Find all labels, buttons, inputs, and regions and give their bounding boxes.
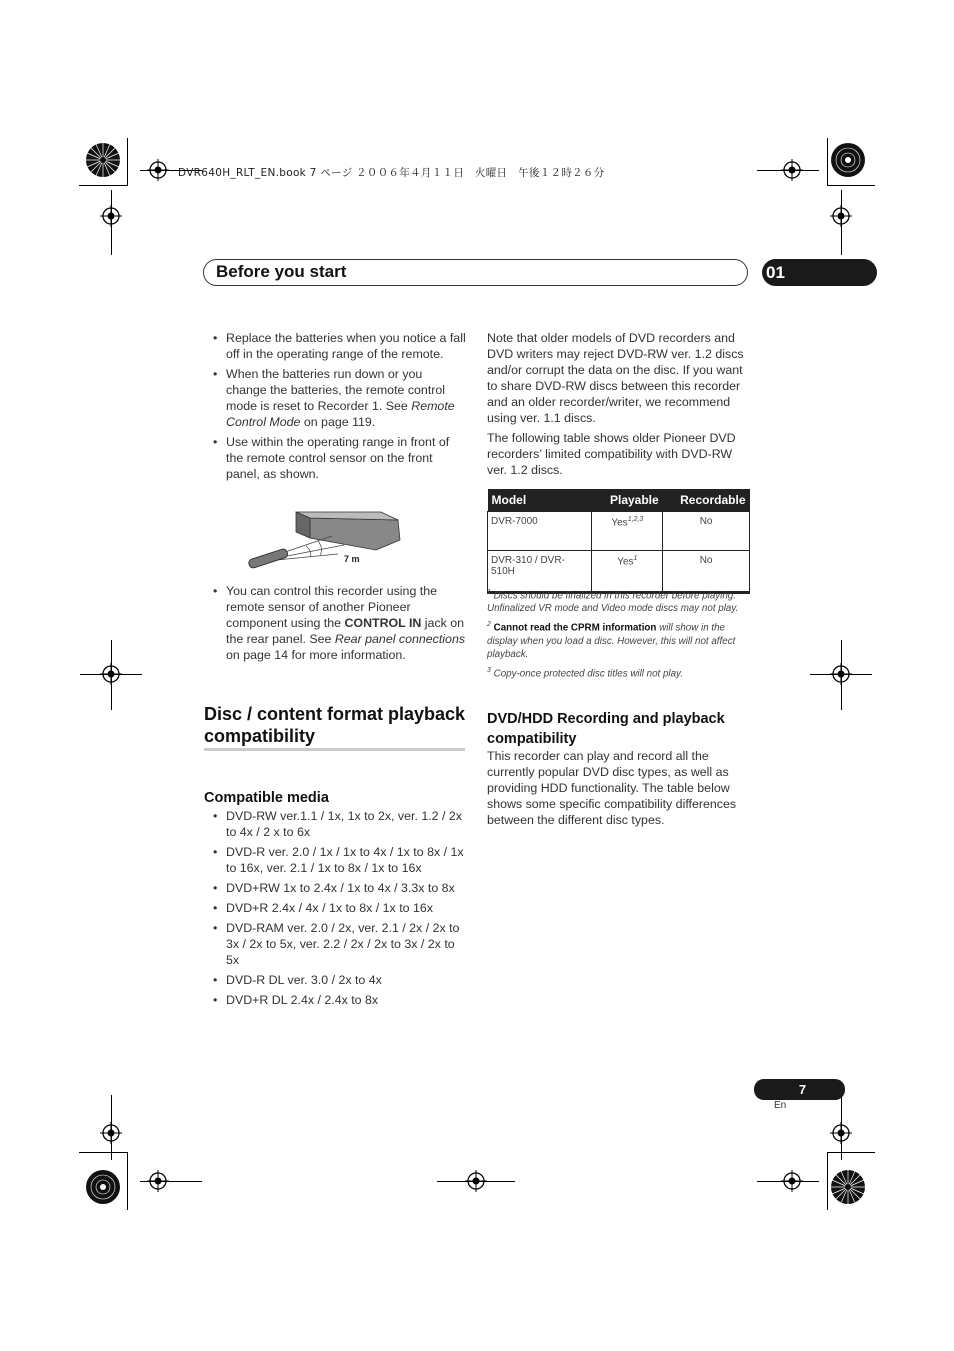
table-cell: DVR-310 / DVR-510H <box>488 551 592 593</box>
registration-mark-icon <box>147 159 169 181</box>
list-item: • DVD+R 2.4x / 4x / 1x to 8x / 1x to 16x <box>204 900 468 916</box>
language-label: En <box>774 1100 787 1111</box>
list-item: • Use within the operating range in front of the remote control sensor on the front panel, as shown. <box>204 434 466 482</box>
starburst-target-icon <box>830 142 866 178</box>
subsection-heading: DVD/HDD Recording and playback compatibility <box>487 711 725 747</box>
table-cell: DVR-7000 <box>488 512 592 551</box>
chapter-number-badge: 01 <box>762 259 877 286</box>
cross-reference: Rear panel connections <box>334 632 466 646</box>
registration-mark-icon <box>830 205 852 227</box>
column-header: Recordable <box>663 489 750 512</box>
compatibility-table <box>487 489 750 594</box>
footnote: $^2$ Cannot read the CPRM information will show in the display when you load a disc. However, this will not affect playback. <box>487 621 736 660</box>
table-footnotes <box>487 586 751 680</box>
cross-reference: Remote Control Mode <box>226 399 455 429</box>
page-number-badge: 7 <box>754 1079 845 1100</box>
list-item: • DVD+RW 1x to 2.4x / 1x to 4x / 3.3x to 8x <box>204 880 468 896</box>
column-header: Playable <box>592 489 663 512</box>
table-cell: No <box>663 512 750 551</box>
left-column <box>204 330 466 486</box>
column-header: Model <box>488 489 592 512</box>
book-file-header: DVR640H_RLT_EN.book 7 ページ ２００６年４月１１日 火曜日 午後１２時２６分 <box>178 167 605 179</box>
list-item: • You can control this recorder using the remote sensor of another Pioneer component using the CONTROL IN jack on the rear panel. See Rear panel connections on page 14 for more information. <box>204 583 466 663</box>
footnote: $^3$ Copy-once protected disc titles will not play. <box>487 666 683 679</box>
list-item: • DVD+R DL 2.4x / 2.4x to 8x <box>204 992 468 1008</box>
range-label: 7 m <box>344 554 360 564</box>
registration-mark-icon <box>465 1170 487 1192</box>
starburst-target-icon <box>830 1169 866 1205</box>
registration-mark-icon <box>830 663 852 685</box>
registration-mark-icon <box>781 159 803 181</box>
table-cell: Yes$^1$ <box>592 551 663 593</box>
section-rule <box>204 748 465 751</box>
starburst-target-icon <box>85 142 121 178</box>
registration-mark-icon <box>147 1170 169 1192</box>
registration-mark-icon <box>100 205 122 227</box>
list-item: • When the batteries run down or you change the batteries, the remote control mode is reset to Recorder 1. See Remote Control Mode on page 119. <box>204 366 466 430</box>
footnote: $^1$ Discs should be finalized in this recorder before playing. Unfinalized VR mode and Video mode discs may not play. <box>487 589 739 615</box>
list-item: • Replace the batteries when you notice a fall off in the operating range of the remote. <box>204 330 466 362</box>
subsection-heading: Compatible media <box>204 790 329 806</box>
list-item: • DVD-R DL ver. 3.0 / 2x to 4x <box>204 972 468 988</box>
registration-mark-icon <box>100 1122 122 1144</box>
page-title: Before you start <box>216 262 347 281</box>
battery-notes-list <box>204 330 466 482</box>
table-row <box>488 512 750 551</box>
list-item: • DVD-RAM ver. 2.0 / 2x, ver. 2.1 / 2x / 2x to 3x / 2x to 5x, ver. 2.2 / 2x / 2x to 3x / 2x to 5x <box>204 920 468 968</box>
compatible-media-list <box>204 808 468 1012</box>
table-header-row <box>488 489 750 512</box>
list-item: • DVD-R ver. 2.0 / 1x / 1x to 4x / 1x to 8x / 1x to 16x, ver. 2.1 / 1x to 8x / 1x to 16x <box>204 844 468 876</box>
registration-mark-icon <box>830 1122 852 1144</box>
registration-mark-icon <box>100 663 122 685</box>
right-column <box>487 330 751 478</box>
paragraph: The following table shows older Pioneer DVD recorders’ limited compatibility with DVD-RW ver. 1.2 discs. <box>487 431 736 477</box>
paragraph: This recorder can play and record all the currently popular DVD disc types, as well as providing HDD functionality. The table below shows some specific compatibility differences between the different disc types. <box>487 749 737 827</box>
registration-mark-icon <box>781 1170 803 1192</box>
starburst-target-icon <box>85 1169 121 1205</box>
paragraph: Note that older models of DVD recorders and DVD writers may reject DVD-RW ver. 1.2 discs and/or corrupt the data on the disc. If you want to share DVD-RW discs between this recorder and an older recorder/writer, we recommend using ver. 1.1 discs. <box>487 331 744 425</box>
table-cell: No <box>663 551 750 593</box>
table-cell: Yes$^{1,2,3}$ <box>592 512 663 551</box>
list-item: • DVD-RW ver.1.1 / 1x, 1x to 2x, ver. 1.2 / 2x to 4x / 2 x to 6x <box>204 808 468 840</box>
remote-range-diagram <box>246 510 416 580</box>
control-in-note <box>204 583 466 667</box>
section-heading: Disc / content format playback compatibility <box>204 704 466 746</box>
